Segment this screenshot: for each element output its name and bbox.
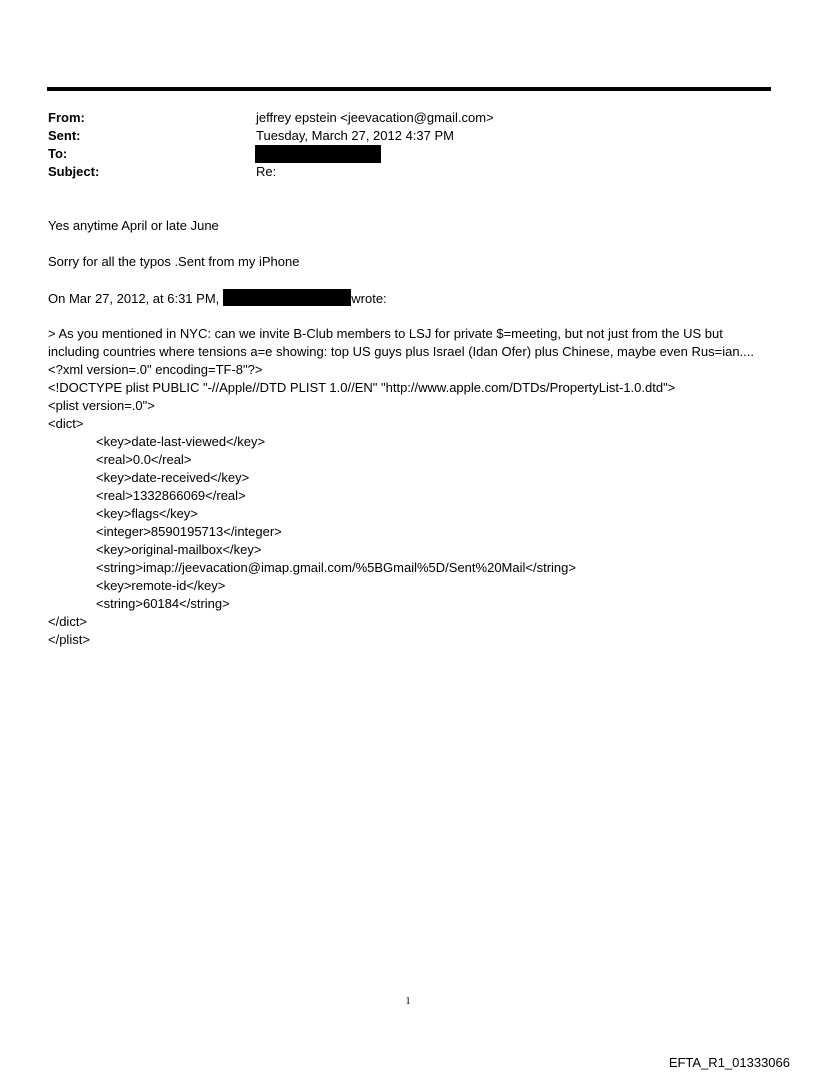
subject-label: Subject: bbox=[48, 164, 100, 179]
subject-value: Re: bbox=[256, 164, 277, 179]
page-number: 1 bbox=[405, 995, 411, 1007]
plist-line: <plist version=.0"> bbox=[48, 398, 155, 413]
from-label: From: bbox=[48, 110, 85, 125]
from-value: jeffrey epstein <jeevacation@gmail.com> bbox=[256, 110, 494, 125]
plist-line: <?xml version=.0" encoding=TF-8"?> bbox=[48, 362, 263, 377]
quote-intro bbox=[48, 289, 387, 308]
dict-item: <key>remote-id</key> bbox=[96, 578, 226, 593]
dict-item: <real>0.0</real> bbox=[96, 452, 192, 467]
dict-item: <key>flags</key> bbox=[96, 506, 198, 521]
quote-line-2: including countries where tensions a=e showing: top US guys plus Israel (Idan Ofer) plus Chinese, maybe even Rus=ian.... bbox=[48, 344, 754, 359]
close-dict: </dict> bbox=[48, 614, 88, 629]
to-redaction bbox=[255, 145, 381, 163]
quote-intro-wrote: wrote: bbox=[351, 291, 387, 306]
dict-item: <real>1332866069</real> bbox=[96, 488, 246, 503]
sender-redaction bbox=[223, 289, 351, 306]
to-label: To: bbox=[48, 146, 68, 161]
sent-value: Tuesday, March 27, 2012 4:37 PM bbox=[256, 128, 454, 143]
dict-item: <key>original-mailbox</key> bbox=[96, 542, 262, 557]
quote-line-1: > As you mentioned in NYC: can we invite B-Club members to LSJ for private $=meeting, but not just from the US but bbox=[48, 326, 723, 341]
body-line-1: Yes anytime April or late June bbox=[48, 218, 219, 233]
dict-item: <key>date-last-viewed</key> bbox=[96, 434, 266, 449]
header-rule bbox=[47, 87, 771, 91]
dict-item: <key>date-received</key> bbox=[96, 470, 250, 485]
dict-item: <integer>8590195713</integer> bbox=[96, 524, 282, 539]
sent-label: Sent: bbox=[48, 128, 81, 143]
plist-line: <!DOCTYPE plist PUBLIC "-//Apple//DTD PLIST 1.0//EN" "http://www.apple.com/DTDs/PropertyList-1.0.dtd"> bbox=[48, 380, 676, 395]
body-line-2: Sorry for all the typos .Sent from my iPhone bbox=[48, 254, 300, 269]
plist-line: <dict> bbox=[48, 416, 84, 431]
dict-item: <string>imap://jeevacation@imap.gmail.com/%5BGmail%5D/Sent%20Mail</string> bbox=[96, 560, 576, 575]
quote-intro-date: On Mar 27, 2012, at 6:31 PM, bbox=[48, 291, 220, 306]
document-id: EFTA_R1_01333066 bbox=[668, 1055, 790, 1070]
dict-item: <string>60184</string> bbox=[96, 596, 230, 611]
close-plist: </plist> bbox=[48, 632, 90, 647]
